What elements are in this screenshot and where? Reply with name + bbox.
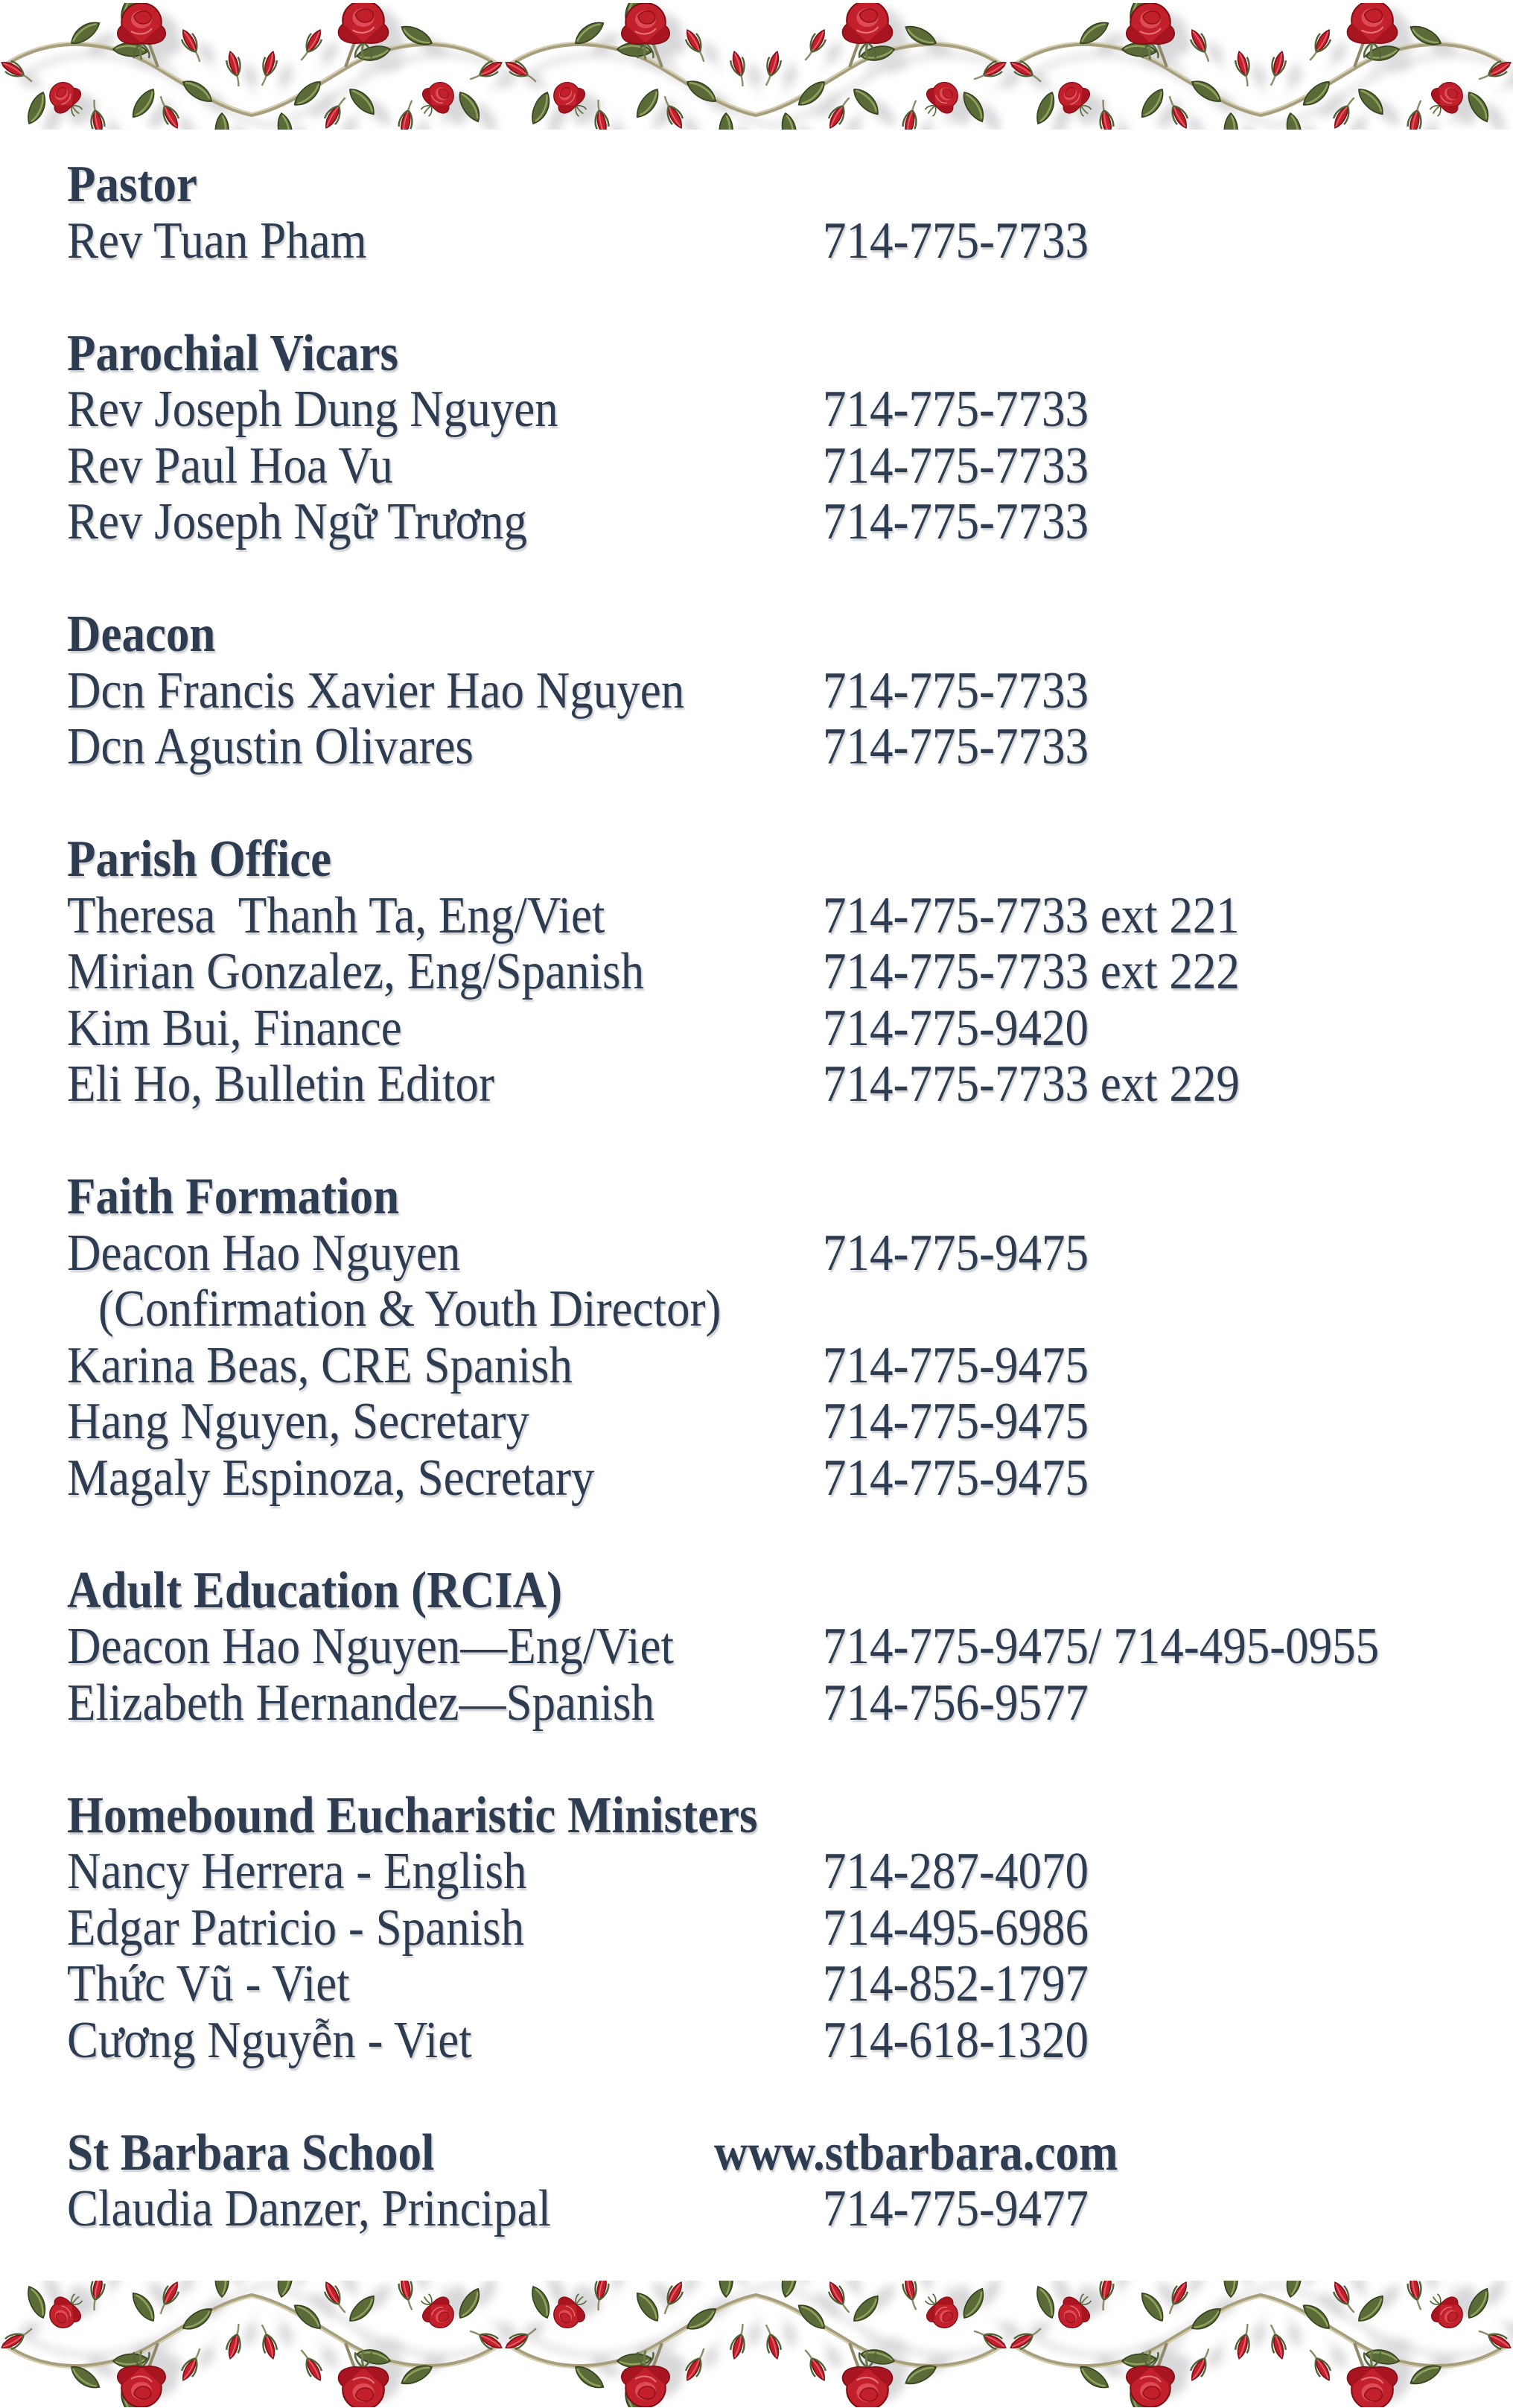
section-heading: Deacon bbox=[67, 606, 216, 663]
directory-row bbox=[0, 1394, 1513, 1450]
directory-row bbox=[0, 1450, 1513, 1507]
section-heading: Parochial Vicars bbox=[67, 324, 399, 382]
directory-row bbox=[0, 1281, 1513, 1338]
directory-row bbox=[0, 944, 1513, 1000]
section-heading-line bbox=[0, 1788, 1513, 1844]
blank-line bbox=[0, 775, 1513, 832]
section-heading-line bbox=[0, 156, 1513, 213]
phone-number: 714-775-9420 bbox=[823, 999, 1089, 1057]
person-name: Dcn Agustin Olivares bbox=[67, 718, 474, 775]
person-name: Deacon Hao Nguyen bbox=[67, 1224, 461, 1282]
person-name: Rev Joseph Dung Nguyen bbox=[67, 381, 558, 438]
phone-number: 714-775-7733 bbox=[823, 381, 1089, 438]
phone-number: 714-775-7733 bbox=[823, 212, 1089, 270]
blank-line bbox=[0, 1731, 1513, 1788]
phone-number: 714-775-9475 bbox=[823, 1336, 1089, 1394]
directory-row bbox=[0, 2013, 1513, 2069]
section-heading-line bbox=[0, 1563, 1513, 1619]
school-website: www.stbarbara.com bbox=[714, 2123, 1118, 2182]
directory bbox=[0, 156, 1513, 2237]
person-name: Rev Paul Hoa Vu bbox=[67, 436, 393, 495]
person-name: Rev Joseph Ngữ Trương bbox=[67, 493, 527, 550]
phone-number: 714-775-9477 bbox=[823, 2180, 1089, 2237]
directory-row bbox=[0, 213, 1513, 270]
directory-row bbox=[0, 1675, 1513, 1732]
section-heading-line bbox=[0, 606, 1513, 663]
phone-number: 714-775-7733 ext 229 bbox=[823, 1055, 1240, 1113]
person-name: Cương Nguyễn - Viet bbox=[67, 2011, 472, 2069]
phone-number: 714-775-9475 bbox=[823, 1449, 1089, 1507]
section-heading-line bbox=[0, 831, 1513, 888]
section-heading-line bbox=[0, 2125, 1513, 2182]
person-name: Claudia Danzer, Principal bbox=[67, 2180, 551, 2237]
blank-line bbox=[0, 269, 1513, 325]
directory-row bbox=[0, 719, 1513, 775]
phone-number: 714-775-9475/ 714-495-0955 bbox=[823, 1618, 1380, 1675]
phone-number: 714-775-7733 ext 221 bbox=[823, 886, 1240, 944]
phone-number: 714-775-7733 bbox=[823, 661, 1089, 719]
section-heading: Adult Education (RCIA) bbox=[67, 1561, 563, 1619]
directory-row bbox=[0, 2181, 1513, 2237]
phone-number: 714-756-9577 bbox=[823, 1674, 1089, 1732]
bottom-rose-border bbox=[0, 2281, 1513, 2407]
directory-row bbox=[0, 1225, 1513, 1282]
blank-line bbox=[0, 1506, 1513, 1563]
section-heading: Pastor bbox=[67, 156, 197, 213]
phone-number: 714-618-1320 bbox=[823, 2011, 1089, 2069]
directory-row bbox=[0, 1843, 1513, 1900]
directory-row bbox=[0, 438, 1513, 495]
section-heading-line bbox=[0, 325, 1513, 382]
phone-number: 714-775-7733 bbox=[823, 436, 1089, 495]
directory-row bbox=[0, 494, 1513, 550]
phone-number: 714-775-9475 bbox=[823, 1393, 1089, 1450]
section-heading-line bbox=[0, 1169, 1513, 1225]
blank-line bbox=[0, 550, 1513, 607]
blank-line bbox=[0, 2068, 1513, 2125]
person-name: Nancy Herrera - English bbox=[67, 1843, 527, 1900]
directory-row bbox=[0, 1900, 1513, 1957]
phone-number: 714-287-4070 bbox=[823, 1843, 1089, 1900]
person-name: (Confirmation & Youth Director) bbox=[98, 1280, 722, 1338]
phone-number: 714-495-6986 bbox=[823, 1899, 1089, 1957]
person-name: Elizabeth Hernandez—Spanish bbox=[67, 1674, 654, 1732]
person-name: Dcn Francis Xavier Hao Nguyen bbox=[67, 661, 685, 719]
person-name: Edgar Patricio - Spanish bbox=[67, 1899, 525, 1957]
person-name: Thức Vũ - Viet bbox=[67, 1955, 350, 2013]
person-name: Rev Tuan Pham bbox=[67, 212, 367, 270]
directory-row bbox=[0, 1000, 1513, 1057]
person-name: Hang Nguyen, Secretary bbox=[67, 1393, 530, 1450]
person-name: Magaly Espinoza, Secretary bbox=[67, 1449, 595, 1507]
section-heading: Parish Office bbox=[67, 830, 332, 888]
person-name: Mirian Gonzalez, Eng/Spanish bbox=[67, 943, 645, 1000]
phone-number: 714-852-1797 bbox=[823, 1955, 1089, 2013]
blank-line bbox=[0, 1113, 1513, 1169]
directory-row bbox=[0, 381, 1513, 438]
person-name: Deacon Hao Nguyen—Eng/Viet bbox=[67, 1618, 674, 1675]
person-name: Karina Beas, CRE Spanish bbox=[67, 1336, 573, 1394]
directory-row bbox=[0, 888, 1513, 944]
phone-number: 714-775-9475 bbox=[823, 1224, 1089, 1282]
directory-row bbox=[0, 1338, 1513, 1394]
top-rose-border bbox=[0, 3, 1513, 130]
directory-row bbox=[0, 1956, 1513, 2013]
phone-number: 714-775-7733 bbox=[823, 718, 1089, 775]
phone-number: 714-775-7733 bbox=[823, 493, 1089, 550]
section-heading: St Barbara School bbox=[67, 2123, 435, 2182]
phone-number: 714-775-7733 ext 222 bbox=[823, 943, 1240, 1000]
directory-row bbox=[0, 1618, 1513, 1675]
section-heading: Homebound Eucharistic Ministers bbox=[67, 1786, 758, 1844]
section-heading: Faith Formation bbox=[67, 1168, 400, 1225]
directory-row bbox=[0, 1056, 1513, 1113]
person-name: Eli Ho, Bulletin Editor bbox=[67, 1055, 494, 1113]
person-name: Kim Bui, Finance bbox=[67, 999, 402, 1057]
person-name: Theresa Thanh Ta, Eng/Viet bbox=[67, 886, 605, 944]
directory-row bbox=[0, 663, 1513, 719]
